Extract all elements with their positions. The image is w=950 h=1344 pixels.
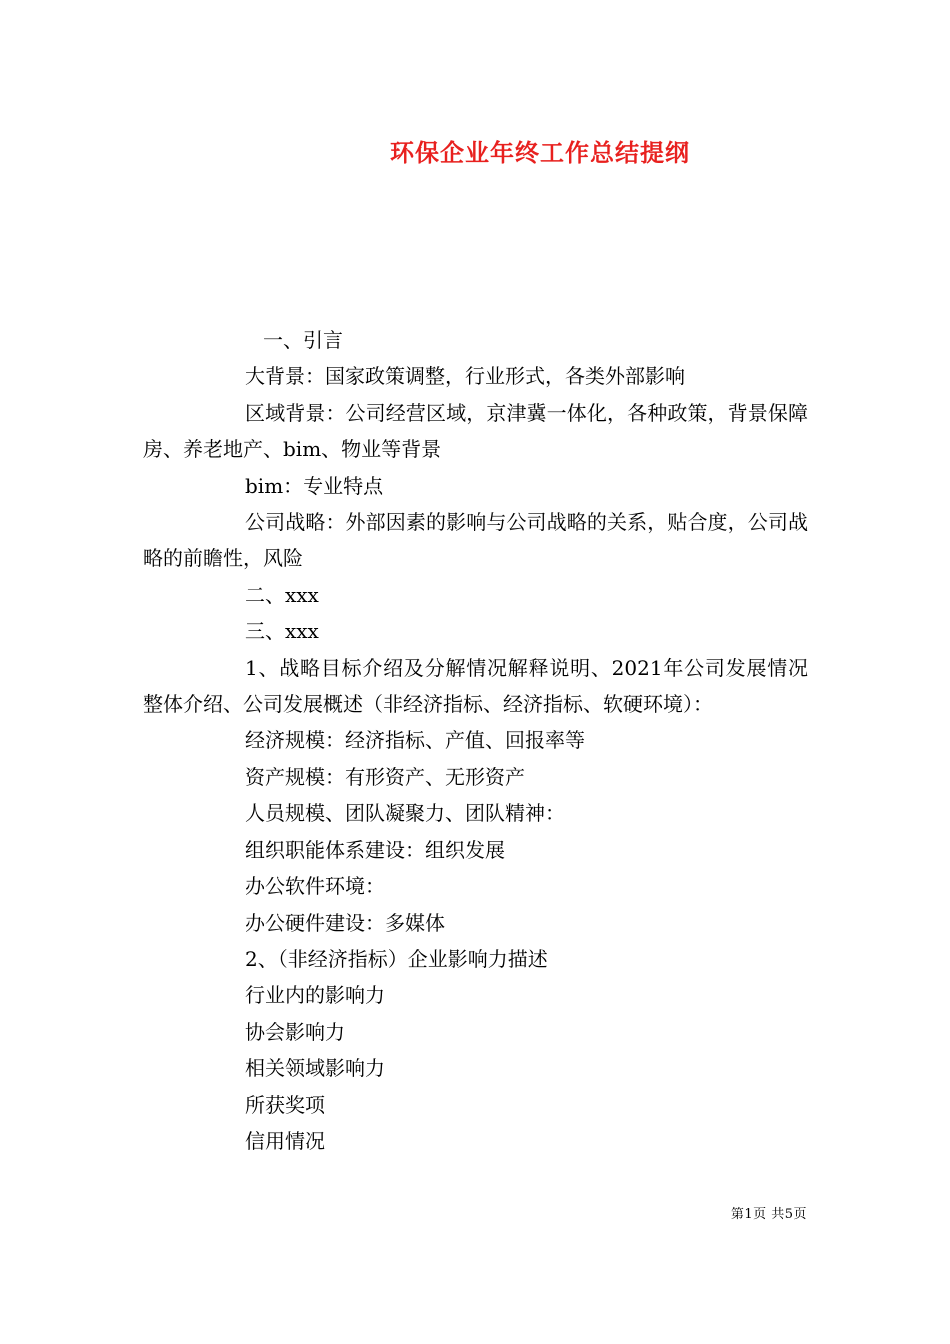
paragraph-asset-scale: 资产规模：有形资产、无形资产 — [245, 764, 525, 789]
paragraph-industry-influence: 行业内的影响力 — [245, 983, 385, 1008]
paragraph-strategy-goals: 1、战略目标介绍及分解情况解释说明、2021年公司发展情况整体介绍、公司发展概述（非经济指标、经济指标、软硬环境）： — [143, 655, 808, 717]
paragraph-awards: 所获奖项 — [245, 1092, 325, 1117]
paragraph-bim: bim：专业特点 — [245, 473, 384, 498]
paragraph-economic-scale: 经济规模：经济指标、产值、回报率等 — [245, 728, 585, 753]
paragraph-organization: 组织职能体系建设：组织发展 — [245, 837, 505, 862]
paragraph-credit: 信用情况 — [245, 1128, 325, 1153]
paragraph-office-software: 办公软件环境： — [245, 874, 385, 899]
paragraph-macro-background: 大背景：国家政策调整，行业形式，各类外部影响 — [245, 364, 685, 389]
heading-section-three: 三、xxx — [245, 619, 319, 644]
heading-introduction: 一、引言 — [263, 328, 343, 352]
document-body — [143, 322, 808, 1159]
heading-section-two: 二、xxx — [245, 582, 319, 607]
page-number-footer: 第1页 共5页 — [730, 1207, 807, 1222]
paragraph-influence: 2、（非经济指标）企业影响力描述 — [245, 946, 548, 971]
paragraph-regional-background: 区域背景：公司经营区域，京津冀一体化，各种政策，背景保障房、养老地产、bim、物业等背景 — [143, 400, 808, 462]
paragraph-related-field-influence: 相关领域影响力 — [245, 1056, 385, 1081]
paragraph-association-influence: 协会影响力 — [245, 1019, 345, 1044]
paragraph-company-strategy: 公司战略：外部因素的影响与公司战略的关系，贴合度，公司战略的前瞻性，风险 — [143, 510, 808, 571]
page-title: 环保企业年终工作总结提纲 — [390, 138, 690, 167]
paragraph-personnel-scale: 人员规模、团队凝聚力、团队精神： — [245, 801, 565, 826]
paragraph-office-hardware: 办公硬件建设：多媒体 — [245, 910, 445, 935]
